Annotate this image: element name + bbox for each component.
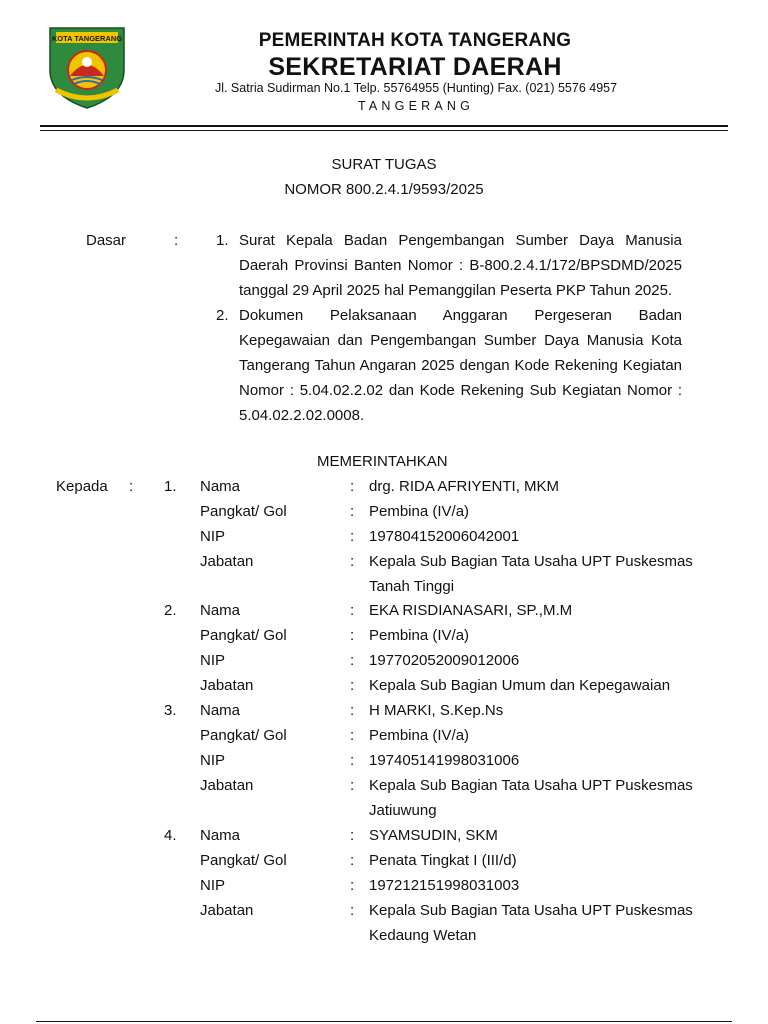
name-label: Nama (200, 478, 241, 495)
dasar-item-number: 2. (216, 307, 229, 324)
position-value: Kepala Sub Bagian Tata Usaha UPT Puskesmas (369, 902, 693, 919)
name-label: Nama (200, 602, 241, 619)
name-value: H MARKI, S.Kep.Ns (369, 702, 504, 719)
letter-number: NOMOR 800.2.4.1/9593/2025 (284, 181, 484, 198)
rank-value: Pembina (IV/a) (369, 727, 470, 744)
nip-colon: : (350, 752, 355, 769)
kepada-label: Kepada (56, 478, 108, 495)
nip-value: 197405141998031006 (369, 752, 520, 769)
position-value-continued: Jatiuwung (369, 802, 437, 819)
position-label: Jabatan (200, 902, 254, 919)
nip-value: 197212151998031003 (369, 877, 520, 894)
letter-title: SURAT TUGAS (331, 156, 437, 173)
name-colon: : (350, 478, 355, 495)
memerintahkan-heading: MEMERINTAHKAN (317, 453, 448, 470)
position-label: Jabatan (200, 777, 254, 794)
position-value-continued: Kedaung Wetan (369, 927, 477, 944)
position-label: Jabatan (200, 553, 254, 570)
person-number: 3. (164, 702, 177, 719)
svg-text:KOTA TANGERANG: KOTA TANGERANG (51, 34, 123, 43)
nip-colon: : (350, 877, 355, 894)
name-colon: : (350, 827, 355, 844)
nip-colon: : (350, 528, 355, 545)
name-colon: : (350, 702, 355, 719)
kepada-colon: : (129, 478, 134, 495)
rank-label: Pangkat/ Gol (200, 852, 287, 869)
dasar-item-text: Surat Kepala Badan Pengembangan Sumber Daya Manusia Daerah Provinsi Banten Nomor : B-800.2.4.1/172/BPSDMD/2025 tanggal 29 April 2025 hal Pemanggilan Peserta PKP Tahun 2025. (239, 232, 682, 299)
dasar-label: Dasar (86, 232, 127, 249)
position-colon: : (350, 777, 355, 794)
nip-value: 197804152006042001 (369, 528, 520, 545)
header-government: PEMERINTAH KOTA TANGERANG (258, 30, 572, 51)
rank-colon: : (350, 852, 355, 869)
nip-label: NIP (200, 877, 226, 894)
rank-label: Pangkat/ Gol (200, 727, 287, 744)
position-value: Kepala Sub Bagian Tata Usaha UPT Puskesmas (369, 777, 693, 794)
header-city: TANGERANG (357, 99, 475, 113)
position-colon: : (350, 677, 355, 694)
nip-label: NIP (200, 752, 226, 769)
name-value: SYAMSUDIN, SKM (369, 827, 498, 844)
header-secretariat: SEKRETARIAT DAERAH (268, 53, 562, 81)
dasar-colon: : (174, 232, 179, 249)
header-rule-thick (40, 125, 728, 127)
person-number: 1. (164, 478, 177, 495)
person-number: 4. (164, 827, 177, 844)
name-label: Nama (200, 702, 241, 719)
name-value: drg. RIDA AFRIYENTI, MKM (369, 478, 560, 495)
name-label: Nama (200, 827, 241, 844)
rank-label: Pangkat/ Gol (200, 627, 287, 644)
rank-value: Pembina (IV/a) (369, 503, 470, 520)
nip-label: NIP (200, 652, 226, 669)
position-value: Kepala Sub Bagian Tata Usaha UPT Puskesmas (369, 553, 693, 570)
position-value: Kepala Sub Bagian Umum dan Kepegawaian (369, 677, 671, 694)
rank-colon: : (350, 503, 355, 520)
position-value-continued: Tanah Tinggi (369, 578, 455, 595)
rank-label: Pangkat/ Gol (200, 503, 287, 520)
nip-colon: : (350, 652, 355, 669)
dasar-item-text: Dokumen Pelaksanaan Anggaran Pergeseran Badan Kepegawaian dan Pengembangan Sumber Daya Manusia Kota Tangerang Tahun Angaran 2025 dengan Kode Rekening Kegiatan Nomor : 5.04.02.2.02 dan Kode Rekening Sub Kegiatan Nomor : 5.04.02.2.02.0008. (239, 307, 682, 424)
page-bottom-rule (36, 1021, 732, 1022)
rank-colon: : (350, 727, 355, 744)
name-value: EKA RISDIANASARI, SP.,M.M (369, 602, 573, 619)
dasar-item-number: 1. (216, 232, 229, 249)
header-address: Jl. Satria Sudirman No.1 Telp. 55764955 (Hunting) Fax. (021) 5576 4957 (214, 81, 618, 95)
header-rule-thin (40, 130, 728, 131)
position-colon: : (350, 902, 355, 919)
rank-value: Penata Tingkat I (III/d) (369, 852, 517, 869)
rank-colon: : (350, 627, 355, 644)
nip-label: NIP (200, 528, 226, 545)
position-label: Jabatan (200, 677, 254, 694)
nip-value: 197702052009012006 (369, 652, 520, 669)
rank-value: Pembina (IV/a) (369, 627, 470, 644)
name-colon: : (350, 602, 355, 619)
position-colon: : (350, 553, 355, 570)
person-number: 2. (164, 602, 177, 619)
